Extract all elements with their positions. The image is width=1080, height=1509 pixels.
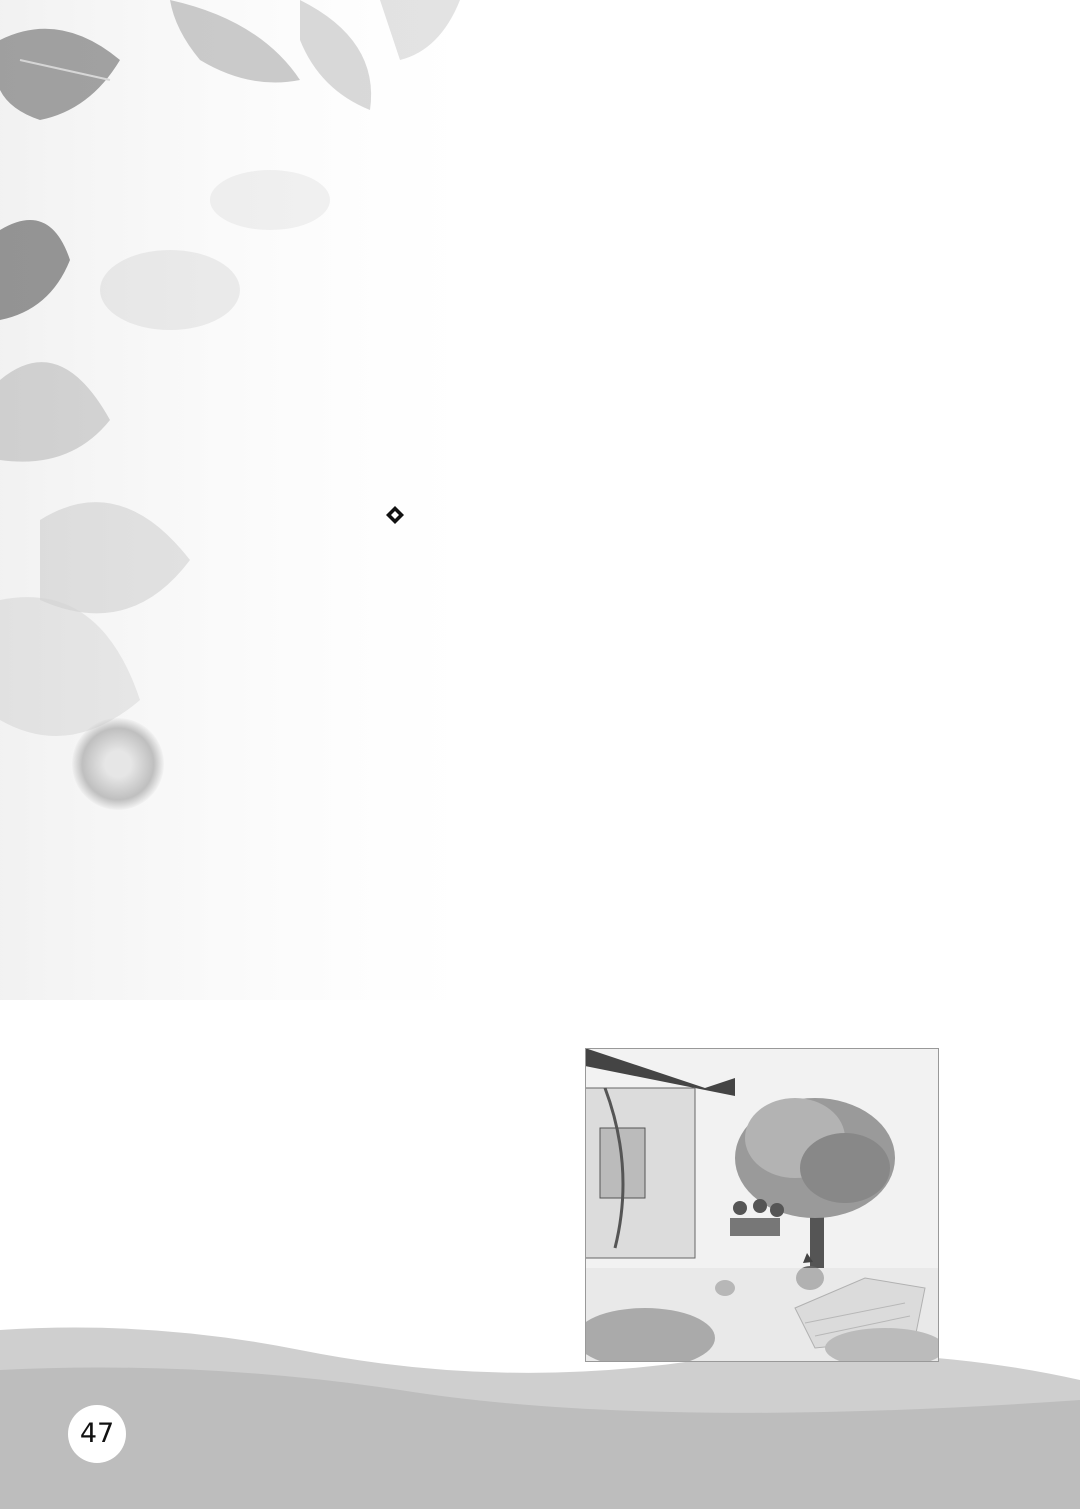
village-illustration <box>585 1048 939 1362</box>
page-number: 47 <box>68 1405 126 1463</box>
section-logo <box>160 100 340 170</box>
flower-emblem-icon <box>72 718 164 810</box>
side-tab <box>72 680 164 850</box>
byline <box>385 505 885 527</box>
diamond-bullet-icon <box>385 505 405 525</box>
